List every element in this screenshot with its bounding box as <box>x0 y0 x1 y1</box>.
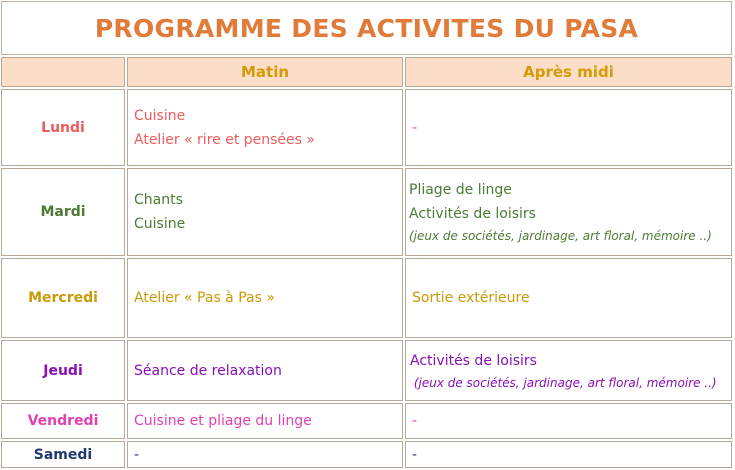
afternoon-cell-samedi <box>405 441 732 468</box>
header-morning <box>127 57 403 87</box>
day-label: Vendredi <box>27 413 99 429</box>
day-label: Mardi <box>40 204 86 220</box>
activity-note: (jeux de sociétés, jardinage, art floral, mémoire ..) <box>409 229 712 243</box>
activity-text: - <box>134 446 140 463</box>
day-label: Mercredi <box>28 290 98 306</box>
page-title-box <box>1 1 732 55</box>
activity-text: - <box>412 119 418 136</box>
activity-text: Pliage de linge <box>409 182 512 198</box>
activity-note: (jeux de sociétés, jardinage, art floral, mémoire ..) <box>410 375 717 390</box>
day-cell-samedi <box>1 441 125 468</box>
morning-cell-mardi <box>127 168 403 256</box>
day-label: Lundi <box>41 119 85 136</box>
morning-cell-lundi <box>127 89 403 166</box>
morning-cell-vendredi <box>127 403 403 439</box>
activity-text: Cuisine et pliage du linge <box>134 413 312 429</box>
header-empty-cell <box>1 57 125 87</box>
header-morning-label: Matin <box>240 63 290 81</box>
afternoon-cell-jeudi <box>405 340 732 401</box>
activity-text: Séance de relaxation <box>134 362 282 379</box>
morning-cell-samedi <box>127 441 403 468</box>
activity-text: - <box>412 413 418 429</box>
morning-cell-mercredi <box>127 258 403 338</box>
afternoon-cell-vendredi <box>405 403 732 439</box>
activity-text: Sortie extérieure <box>412 290 530 306</box>
day-label: Samedi <box>33 446 93 463</box>
activity-text: - <box>412 446 418 463</box>
day-cell-mardi <box>1 168 125 256</box>
activity-text: Cuisine <box>134 216 186 232</box>
activity-text: Chants <box>134 192 183 208</box>
morning-cell-jeudi <box>127 340 403 401</box>
activity-text: Activités de loisirs <box>410 352 537 369</box>
header-afternoon <box>405 57 732 87</box>
page-title: PROGRAMME DES ACTIVITES DU PASA <box>94 13 639 43</box>
activity-text: Cuisine <box>134 107 186 124</box>
day-cell-lundi <box>1 89 125 166</box>
activity-text: Atelier « rire et pensées » <box>134 131 315 148</box>
day-cell-vendredi <box>1 403 125 439</box>
activity-text: Atelier « Pas à Pas » <box>134 290 275 306</box>
day-cell-jeudi <box>1 340 125 401</box>
day-cell-mercredi <box>1 258 125 338</box>
activity-text: Activités de loisirs <box>409 206 536 222</box>
day-label: Jeudi <box>43 362 83 379</box>
afternoon-cell-mardi <box>405 168 732 256</box>
afternoon-cell-lundi <box>405 89 732 166</box>
afternoon-cell-mercredi <box>405 258 732 338</box>
header-afternoon-label: Après midi <box>523 63 614 81</box>
